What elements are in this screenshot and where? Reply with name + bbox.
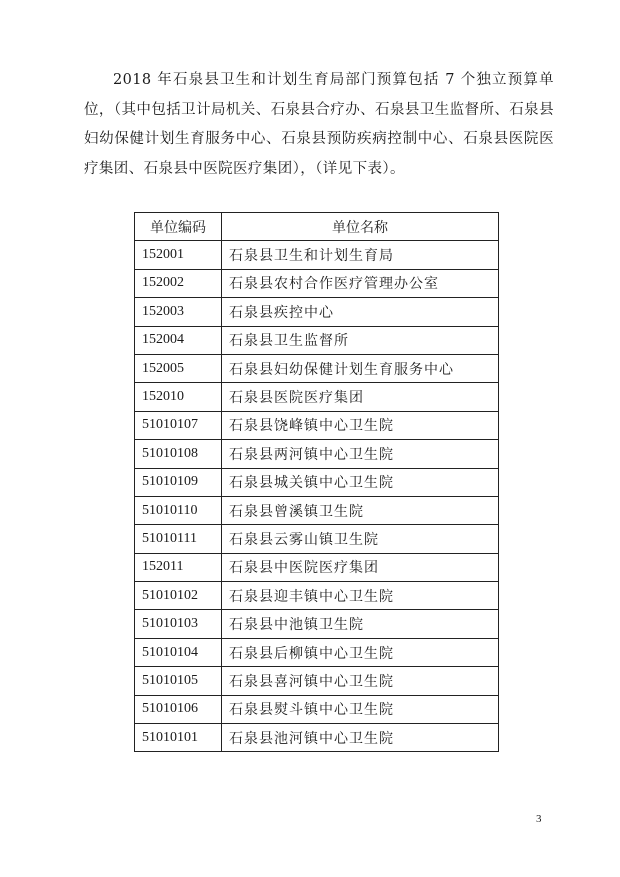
table-header-row: [135, 213, 499, 241]
intro-paragraph: 2018 年石泉县卫生和计划生育局部门预算包括 7 个独立预算单位，（其中包括卫计局机关、石泉县合疗办、石泉县卫生监督所、石泉县妇幼保健计划生育服务中心、石泉县预防疾病控制中心、石泉县医院医疗集团、石泉县中医院医疗集团），（详见下表）。: [84, 72, 554, 177]
unit-code-cell: 152011: [135, 553, 222, 581]
unit-code-cell: 51010103: [135, 610, 222, 638]
table-row: [135, 695, 499, 723]
unit-name-cell: 石泉县两河镇中心卫生院: [222, 440, 499, 468]
unit-name-cell: 石泉县喜河镇中心卫生院: [222, 667, 499, 695]
unit-name-cell: 石泉县熨斗镇中心卫生院: [222, 695, 499, 723]
unit-code-cell: 51010106: [135, 695, 222, 723]
unit-name-cell: 石泉县云雾山镇卫生院: [222, 525, 499, 553]
header-unit-name: 单位名称: [222, 213, 499, 241]
unit-name-cell: 石泉县中池镇卫生院: [222, 610, 499, 638]
table-row: [135, 354, 499, 382]
unit-name-cell: 石泉县曾溪镇卫生院: [222, 496, 499, 524]
table-row: [135, 525, 499, 553]
table-row: [135, 496, 499, 524]
unit-code-cell: 152002: [135, 269, 222, 297]
header-unit-code: 单位编码: [135, 213, 222, 241]
unit-name-cell: 石泉县卫生和计划生育局: [222, 241, 499, 269]
page-number: 3: [536, 813, 542, 825]
unit-code-cell: 152010: [135, 383, 222, 411]
table-row: [135, 269, 499, 297]
unit-code-cell: 152005: [135, 354, 222, 382]
unit-name-cell: 石泉县妇幼保健计划生育服务中心: [222, 354, 499, 382]
unit-code-cell: 152001: [135, 241, 222, 269]
table-row: [135, 724, 499, 752]
table-row: [135, 553, 499, 581]
unit-code-cell: 51010108: [135, 440, 222, 468]
unit-code-cell: 152003: [135, 298, 222, 326]
table-row: [135, 383, 499, 411]
unit-code-cell: 51010105: [135, 667, 222, 695]
unit-name-cell: 石泉县农村合作医疗管理办公室: [222, 269, 499, 297]
unit-code-cell: 51010102: [135, 582, 222, 610]
unit-code-cell: 152004: [135, 326, 222, 354]
unit-name-cell: 石泉县医院医疗集团: [222, 383, 499, 411]
budget-units-table: [134, 212, 499, 752]
unit-name-cell: 石泉县迎丰镇中心卫生院: [222, 582, 499, 610]
table-body: [135, 241, 499, 752]
unit-code-cell: 51010101: [135, 724, 222, 752]
table-row: [135, 326, 499, 354]
table-row: [135, 411, 499, 439]
table-row: [135, 241, 499, 269]
table-row: [135, 440, 499, 468]
unit-name-cell: 石泉县疾控中心: [222, 298, 499, 326]
table-row: [135, 638, 499, 666]
unit-name-cell: 石泉县城关镇中心卫生院: [222, 468, 499, 496]
table-row: [135, 298, 499, 326]
unit-name-cell: 石泉县后柳镇中心卫生院: [222, 638, 499, 666]
unit-name-cell: 石泉县饶峰镇中心卫生院: [222, 411, 499, 439]
unit-code-cell: 51010107: [135, 411, 222, 439]
unit-code-cell: 51010110: [135, 496, 222, 524]
table-row: [135, 468, 499, 496]
table-row: [135, 610, 499, 638]
table-row: [135, 667, 499, 695]
unit-code-cell: 51010104: [135, 638, 222, 666]
table-row: [135, 582, 499, 610]
unit-code-cell: 51010111: [135, 525, 222, 553]
unit-name-cell: 石泉县卫生监督所: [222, 326, 499, 354]
unit-name-cell: 石泉县中医院医疗集团: [222, 553, 499, 581]
unit-name-cell: 石泉县池河镇中心卫生院: [222, 724, 499, 752]
unit-code-cell: 51010109: [135, 468, 222, 496]
